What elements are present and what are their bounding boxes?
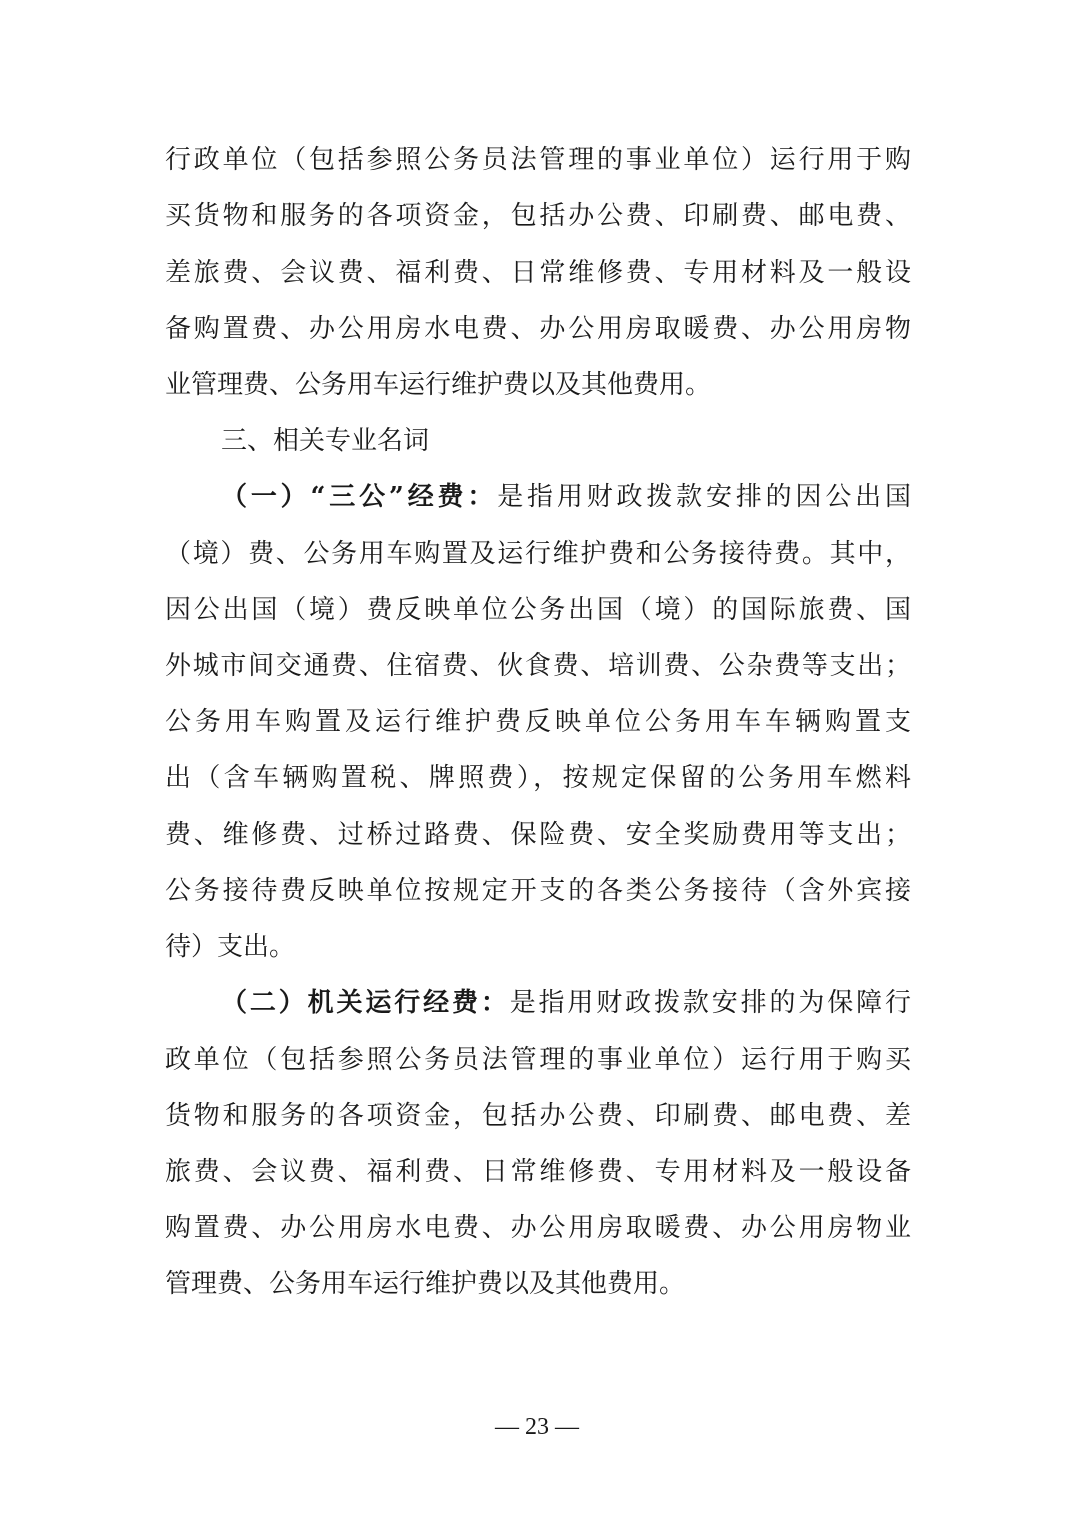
paragraph-line: （境）费、公务用车购置及运行维护费和公务接待费。其中， [165, 539, 911, 569]
item-first-line [221, 480, 911, 514]
section-heading: 三、相关专业名词 [221, 426, 430, 456]
paragraph-line: 出（含车辆购置税、牌照费），按规定保留的公务用车燃料 [165, 763, 911, 793]
paragraph-line: 旅费、会议费、福利费、日常维修费、专用材料及一般设备 [165, 1157, 911, 1187]
item-first-line [221, 986, 911, 1020]
paragraph-line: 业管理费、公务用车运行维护费以及其他费用。 [165, 370, 712, 400]
paragraph-line: 外城市间交通费、住宿费、伙食费、培训费、公杂费等支出； [165, 651, 911, 681]
term-label: （一）“三公”经费： [221, 482, 498, 512]
paragraph-line: 备购置费、办公用房水电费、办公用房取暖费、办公用房物 [165, 314, 911, 344]
page-number: — 23 — [495, 1414, 579, 1440]
paragraph-line: 差旅费、会议费、福利费、日常维修费、专用材料及一般设 [165, 258, 911, 288]
paragraph-line: 费、维修费、过桥过路费、保险费、安全奖励费用等支出； [165, 820, 911, 850]
paragraph-line: 买货物和服务的各项资金，包括办公费、印刷费、邮电费、 [165, 201, 911, 231]
paragraph-line: 购置费、办公用房水电费、办公用房取暖费、办公用房物业 [165, 1213, 911, 1243]
paragraph-line: 公务接待费反映单位按规定开支的各类公务接待（含外宾接 [165, 876, 911, 906]
paragraph-line: 货物和服务的各项资金，包括办公费、印刷费、邮电费、差 [165, 1101, 911, 1131]
term-definition-start: 是指用财政拨款安排的因公出国 [497, 482, 911, 512]
paragraph-line: 政单位（包括参照公务员法管理的事业单位）运行用于购买 [165, 1045, 911, 1075]
paragraph-line: 行政单位（包括参照公务员法管理的事业单位）运行用于购 [165, 145, 911, 175]
term-label: （二）机关运行经费： [221, 988, 510, 1018]
paragraph-line: 因公出国（境）费反映单位公务出国（境）的国际旅费、国 [165, 595, 911, 625]
term-definition-start: 是指用财政拨款安排的为保障行 [509, 988, 911, 1018]
paragraph-line: 公务用车购置及运行维护费反映单位公务用车车辆购置支 [165, 707, 911, 737]
paragraph-line: 管理费、公务用车运行维护费以及其他费用。 [165, 1269, 686, 1299]
paragraph-line: 待）支出。 [165, 932, 296, 962]
